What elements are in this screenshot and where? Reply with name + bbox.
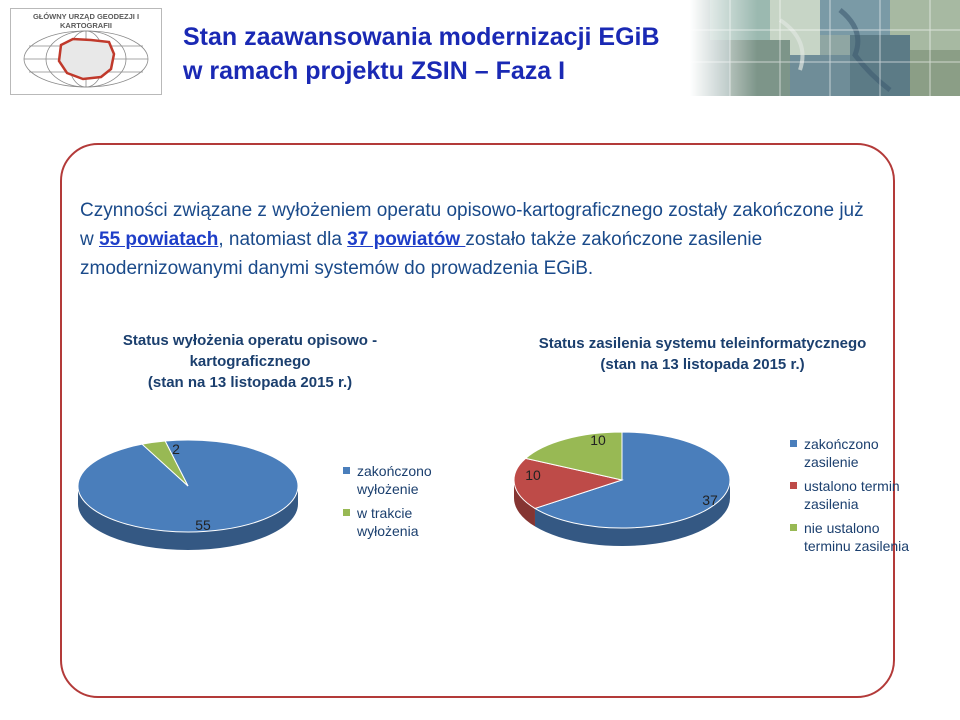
highlight-55-powiatach: 55 powiatach [99,229,219,250]
legend-item-2-1 [790,435,930,471]
data-label-2-2: 10 [525,467,541,483]
legend-swatch [790,440,797,447]
legend-label: zakończono zasilenie [804,436,879,470]
legend-item-1-1 [343,462,463,498]
chart-2-title-line-2: (stan na 13 listopada 2015 r.) [600,356,805,373]
legend-item-2-3 [790,519,930,555]
logo-text: GŁÓWNY URZĄD GEODEZJI I KARTOGRAFII [32,12,140,30]
data-label-1-2: 2 [172,441,180,457]
pie-chart-1 [78,440,298,550]
intro-text-3: zostało także zakończone zasilenie zmodernizowanymi danymi systemów do prowadzenia EGiB. [80,229,763,279]
data-label-2-3: 10 [590,432,606,448]
legend-label: zakończono wyłożenie [357,463,432,497]
legend-item-1-2 [343,504,463,540]
chart-2-legend [790,435,930,561]
legend-label: w trakcie wyłożenia [357,505,419,539]
data-label-1-1: 55 [195,517,211,533]
legend-label: ustalono termin zasilenia [804,478,900,512]
intro-text-2: , natomiast dla [218,229,348,250]
chart-1-legend [343,462,463,546]
chart-1-title-line-1: Status wyłożenia operatu opisowo - [122,332,378,349]
legend-swatch [790,482,797,489]
chart-1-title-line-3: (stan na 13 listopada 2015 r.) [147,374,353,391]
legend-swatch [343,509,350,516]
highlight-37-powiatow: 37 powiatów [347,229,466,250]
legend-item-2-2 [790,477,930,513]
chart-1-title-line-2: kartograficznego [189,353,311,370]
legend-swatch [790,524,797,531]
data-label-2-1: 37 [702,492,718,508]
legend-label: nie ustalono terminu zasilenia [804,520,910,554]
legend-swatch [343,467,350,474]
title-line-2: w ramach projektu ZSIN – Faza I [183,57,566,85]
chart-2-title-line-1: Status zasilenia systemu teleinformatycznego [538,335,867,352]
title-line-1: Stan zaawansowania modernizacji EGiB [183,23,660,51]
intro-text-1: Czynności związane z wyłożeniem operatu opisowo-kartograficznego zostały zakończone już w [80,200,864,250]
pie-chart-2 [514,432,730,546]
